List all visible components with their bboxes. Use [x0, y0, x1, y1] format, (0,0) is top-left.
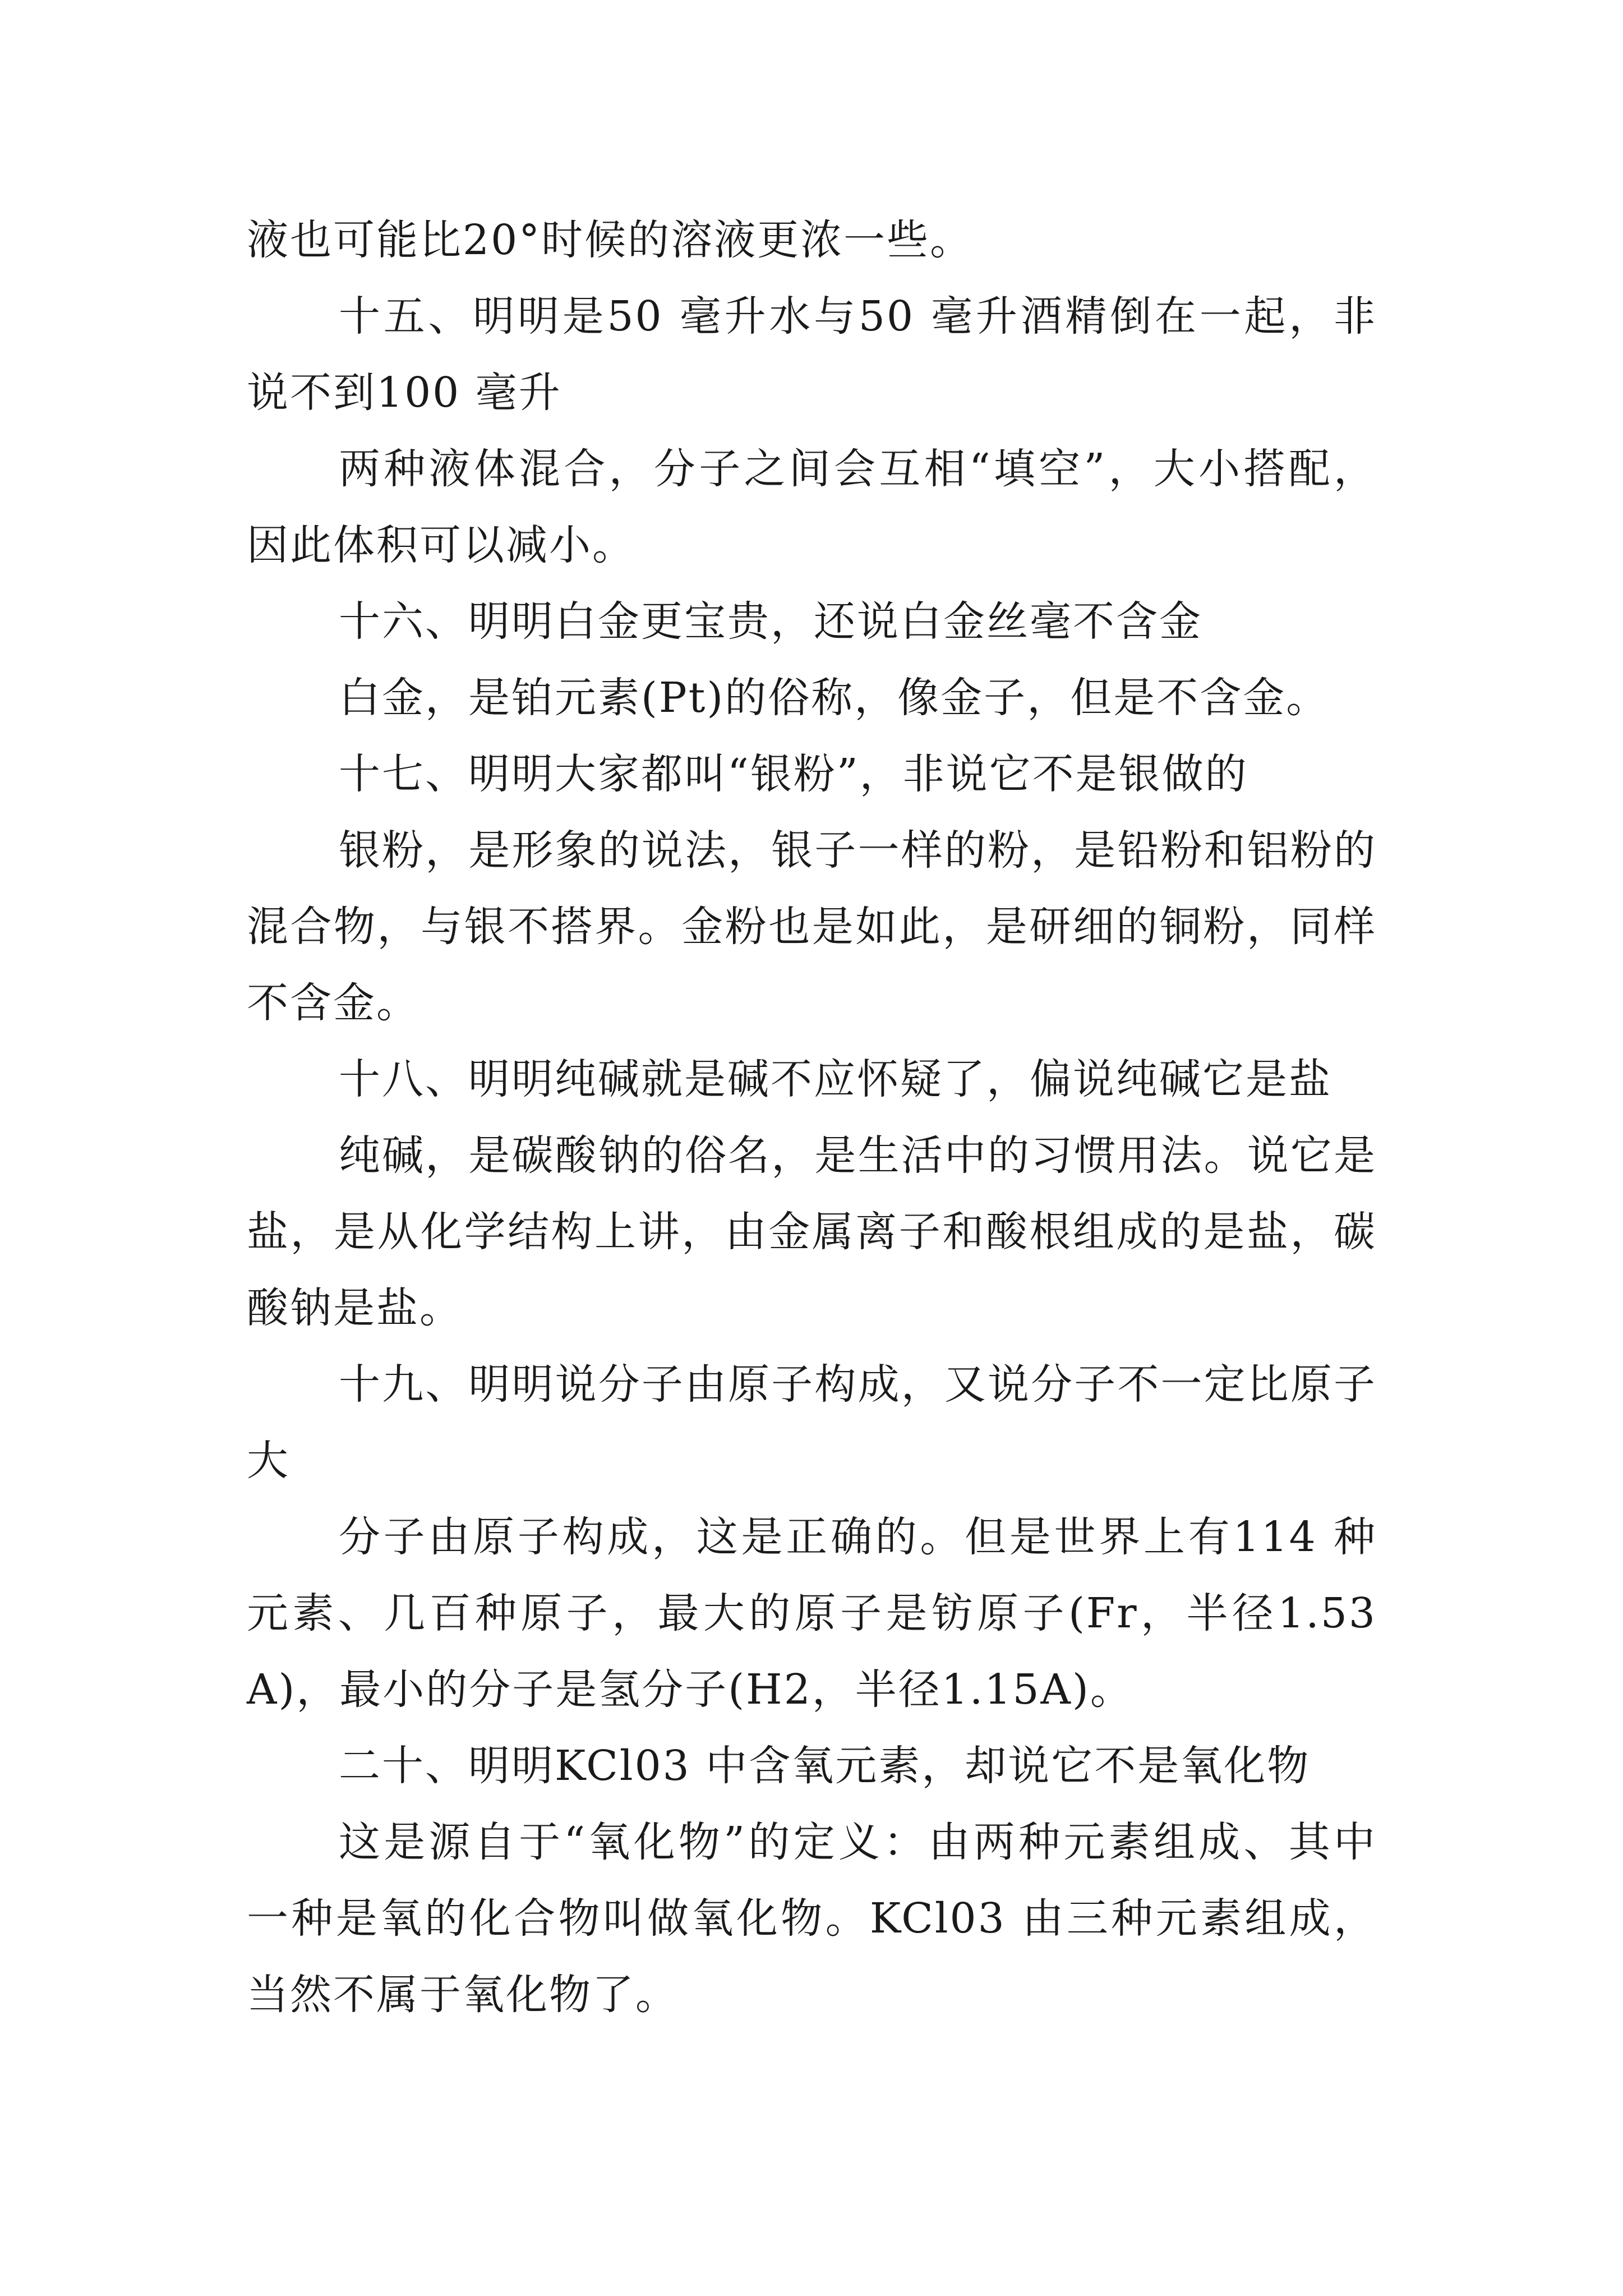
- paragraph-continuation: 液也可能比20°时候的溶液更浓一些。: [247, 216, 974, 264]
- document-body: [247, 202, 1377, 2033]
- heading-item-19: 十九、明明说分子由原子构成，又说分子不一定比原子大: [247, 1360, 1377, 1485]
- paragraph-item-17: 银粉，是形象的说法，银子一样的粉，是铅粉和铝粉的混合物，与银不搭界。金粉也是如此，是研细的铜粉，同样不含金。: [247, 826, 1377, 1027]
- heading-item-18: 十八、明明纯碱就是碱不应怀疑了，偏说纯碱它是盐: [339, 1055, 1332, 1103]
- heading-item-16: 十六、明明白金更宝贵，还说白金丝毫不含金: [339, 597, 1202, 646]
- heading-item-17: 十七、明明大家都叫“银粉”，非说它不是银做的: [339, 750, 1248, 798]
- heading-item-20: 二十、明明KCl03 中含氧元素，却说它不是氧化物: [339, 1742, 1311, 1790]
- paragraph-item-20: 这是源自于“氧化物”的定义：由两种元素组成、其中一种是氧的化合物叫做氧化物。KCl03 由三种元素组成，当然不属于氧化物了。: [247, 1818, 1377, 2019]
- heading-item-15: 十五、明明是50 毫升水与50 毫升酒精倒在一起，非说不到100 毫升: [247, 292, 1377, 417]
- paragraph-item-19: 分子由原子构成，这是正确的。但是世界上有114 种元素、几百种原子，最大的原子是钫原子(Fr，半径1.53A)，最小的分子是氢分子(H2，半径1.15A)。: [247, 1513, 1377, 1714]
- paragraph-item-15: 两种液体混合，分子之间会互相“填空”，大小搭配，因此体积可以减小。: [247, 445, 1377, 569]
- paragraph-item-16: 白金，是铂元素(Pt)的俗称，像金子，但是不含金。: [339, 674, 1330, 722]
- paragraph-item-18: 纯碱，是碳酸钠的俗名，是生活中的习惯用法。说它是盐，是从化学结构上讲，由金属离子和酸根组成的是盐，碳酸钠是盐。: [247, 1131, 1377, 1332]
